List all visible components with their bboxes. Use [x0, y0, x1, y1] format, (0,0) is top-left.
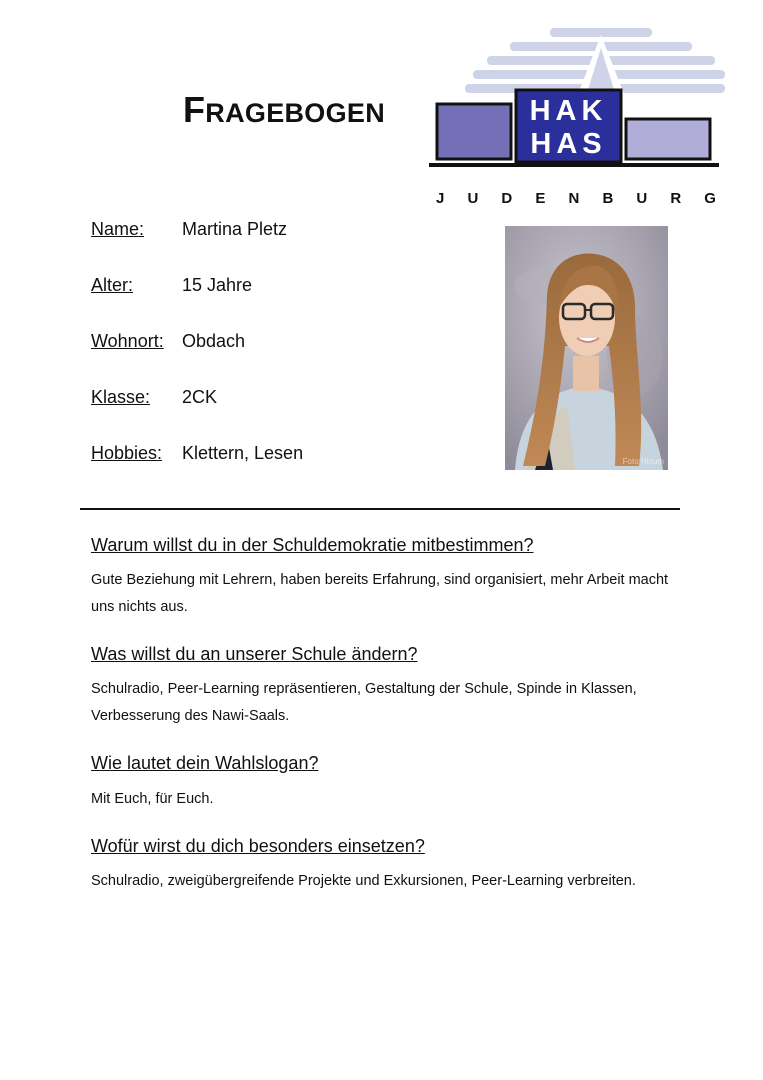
title-initial: F — [183, 89, 206, 130]
photo-credit: Foto Hinum — [622, 457, 664, 466]
info-value: Martina Pletz — [182, 219, 288, 239]
question-4: Wofür wirst du dich besonders einsetzen? — [91, 836, 425, 856]
answer-2: Schulradio, Peer-Learning repräsentieren, Gestaltung der Schule, Spinde in Klassen, Verbesserung des Nawi-Saals. — [91, 681, 637, 724]
info-value: Klettern, Lesen — [182, 443, 304, 463]
info-label: Name: — [91, 219, 145, 239]
portrait-image — [505, 226, 668, 470]
logo-left-block — [437, 104, 511, 159]
answer-1: Gute Beziehung mit Lehrern, haben bereits Erfahrung, sind organisiert, mehr Arbeit macht uns nichts aus. — [91, 572, 669, 615]
question-1: Warum willst du in der Schuldemokratie mitbestimmen? — [91, 535, 534, 555]
info-value: 15 Jahre — [182, 275, 253, 295]
logo-text-hak: HAK — [529, 95, 608, 127]
question-3: Wie lautet dein Wahlslogan? — [91, 753, 319, 773]
section-divider — [80, 508, 680, 510]
portrait-photo — [505, 226, 668, 470]
question-2: Was willst du an unserer Schule ändern? — [91, 644, 418, 664]
answer-4: Schulradio, zweigübergreifende Projekte und Exkursionen, Peer-Learning verbreiten. — [91, 873, 636, 889]
logo-town-name: J U D E N B U R G — [436, 190, 716, 207]
info-label: Wohnort: — [91, 331, 164, 351]
info-label: Klasse: — [91, 387, 151, 407]
logo-right-block — [626, 119, 710, 159]
info-label: Alter: — [91, 275, 134, 295]
page-title — [183, 89, 386, 130]
answer-3: Mit Euch, für Euch. — [91, 791, 214, 807]
title-rest: RAGEBOGEN — [205, 98, 386, 128]
school-logo — [425, 22, 725, 192]
info-label: Hobbies: — [91, 443, 163, 463]
info-value: 2CK — [182, 387, 218, 407]
info-value: Obdach — [182, 331, 246, 351]
logo-text-has: HAS — [530, 128, 607, 160]
